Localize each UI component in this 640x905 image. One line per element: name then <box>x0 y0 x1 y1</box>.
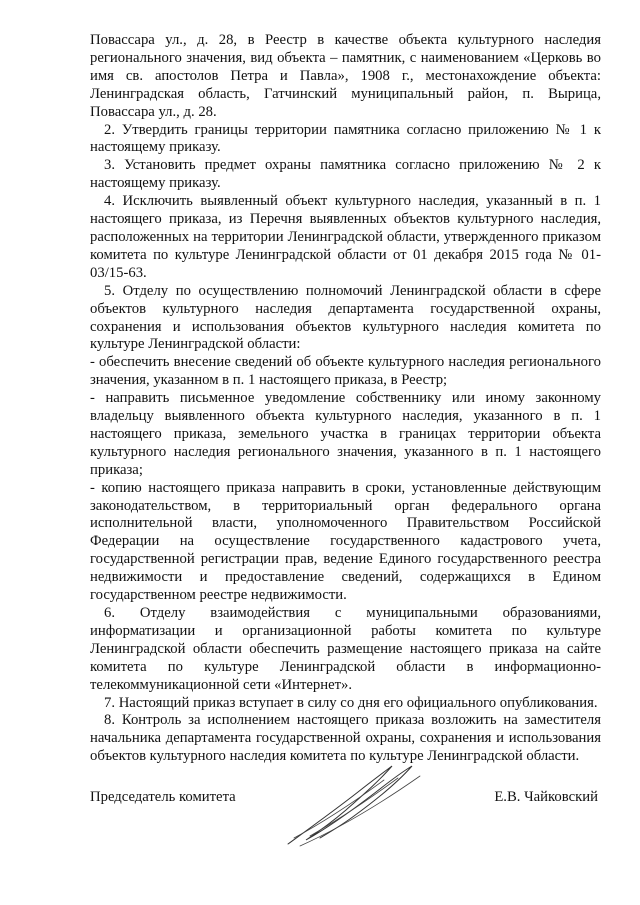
paragraph-item-6: 6. Отделу взаимодействия с муниципальными образованиями, информатизации и организационной работы комитета по культуре Ленинградской области обеспечить размещение настоящего приказа на сайте комитета по культуре Ленинградской области в информационно-телекоммуникационной сети «Интернет». <box>90 605 601 693</box>
bullet-item-1: - обеспечить внесение сведений об объекте культурного наследия регионального значения, указанном в п. 1 настоящего приказа, в Реестр; <box>90 354 601 389</box>
paragraph-item-8: 8. Контроль за исполнением настоящего приказа возложить на заместителя начальника департамента государственной охраны, сохранения и использования объектов культурного наследия комитета по культуре Ленинградской области. <box>90 712 601 765</box>
paragraph-item-5: 5. Отделу по осуществлению полномочий Ленинградской области в сфере объектов культурного наследия департамента государственной охраны, сохранения и использования объектов культурного наследия комитета по культуре Ленинградской области: <box>90 282 601 353</box>
signer-name: Е.В. Чайковский <box>494 789 598 805</box>
document-body <box>90 32 601 766</box>
handwritten-signature <box>280 758 430 850</box>
bullet-item-3: - копию настоящего приказа направить в сроки, установленные действующим законодательством, в территориальный орган федерального органа исполнительной власти, уполномоченного Правительством Российской Федерации на осуществление государственного кадастрового учета, государственной регистрации прав, ведение Единого государственного реестра недвижимости и предоставление сведений, содержащихся в Едином государственном реестре недвижимости. <box>90 479 601 604</box>
paragraph-1-continuation: Повассара ул., д. 28, в Реестр в качестве объекта культурного наследия регионального значения, вид объекта – памятник, с наименованием «Церковь во имя св. апостолов Петра и Павла», 1908 г., местонахождение объекта: Ленинградская область, Гатчинский муниципальный район, п. Вырица, Повассара ул., д. 28. <box>90 32 601 120</box>
signer-title: Председатель комитета <box>90 789 236 805</box>
paragraph-item-4: 4. Исключить выявленный объект культурного наследия, указанный в п. 1 настоящего приказа, из Перечня выявленных объектов культурного наследия, расположенных на территории Ленинградской области, утвержденного приказом комитета по культуре Ленинградской области от 01 декабря 2015 года № 01-03/15-63. <box>90 193 601 281</box>
paragraph-item-3: 3. Установить предмет охраны памятника согласно приложению № 2 к настоящему приказу. <box>90 157 601 192</box>
paragraph-item-2: 2. Утвердить границы территории памятника согласно приложению № 1 к настоящему приказу. <box>90 121 601 156</box>
paragraph-item-7: 7. Настоящий приказ вступает в силу со дня его официального опубликования. <box>104 694 598 711</box>
bullet-item-2: - направить письменное уведомление собственнику или иному законному владельцу выявленного объекта культурного наследия, указанного в п. 1 настоящего приказа, земельного участка в границах территории объекта культурного наследия регионального значения, указанного в п. 1 настоящего приказа; <box>90 390 601 478</box>
